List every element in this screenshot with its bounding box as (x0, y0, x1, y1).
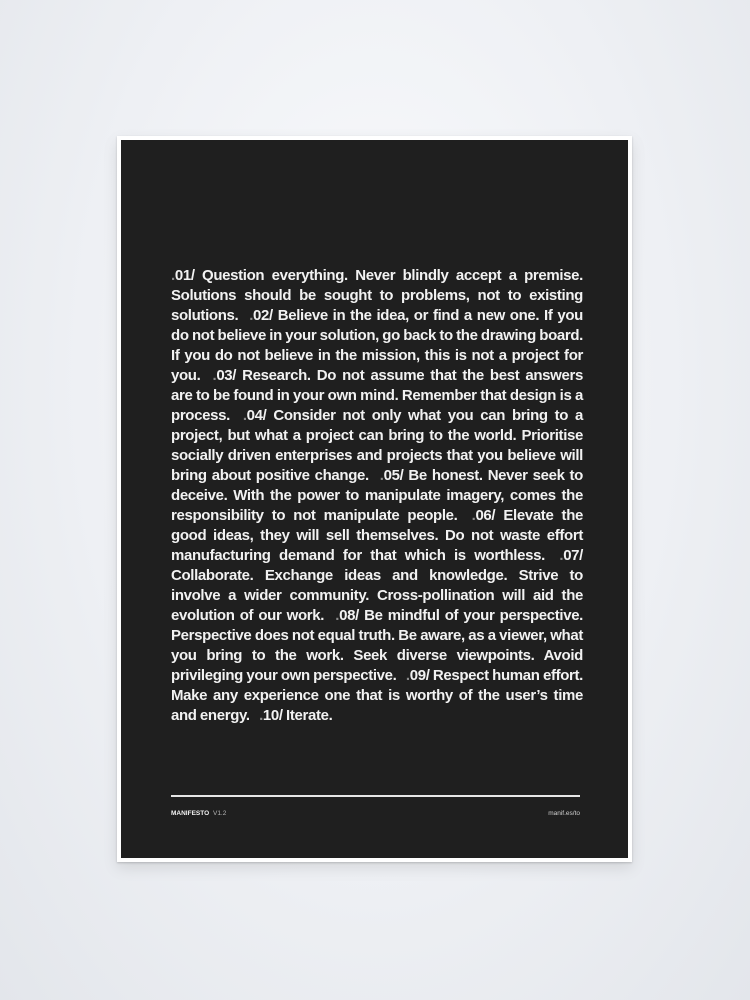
principle-text-01: Question everything. Never blindly accept a premise. Solutions should be sought to problems, not to existing solutions. (171, 267, 583, 324)
footer-brand (171, 810, 226, 818)
principle-text-09: Respect human effort. Make any experience one that is worthy of the user’s time and energy. (171, 667, 583, 724)
poster-frame (117, 136, 632, 862)
principle-number-03: .03/ (212, 367, 237, 384)
manifesto-text (171, 266, 583, 726)
version-label: V1.2 (212, 810, 227, 817)
principle-number-05: .05/ (379, 467, 404, 484)
brand-name: MANIFESTO (171, 810, 210, 817)
principle-number-10: .10/ (259, 707, 283, 724)
principle-number-07: .07/ (559, 547, 583, 564)
principle-text-10: Iterate. (286, 707, 333, 724)
principle-number-02: .02/ (249, 307, 273, 324)
principle-number-04: .04/ (242, 407, 267, 424)
footer-divider (171, 795, 580, 797)
poster-print (121, 140, 628, 858)
principle-text-02: Believe in the idea, or find a new one. If you do not believe in your solution, go back to the drawing board. If you do not believe in the mission, this is not a project for you. (171, 307, 583, 384)
principle-number-06: .06/ (471, 507, 496, 524)
principle-number-01: .01/ (171, 267, 195, 284)
principle-text-03: Research. Do not assume that the best answers are to be found in your own mind. Remember that design is a process. (171, 367, 583, 424)
principle-text-08: Be mindful of your perspective. Perspective does not equal truth. Be aware, as a viewer, what you bring to the work. Seek diverse viewpoints. Avoid privileging your own perspective. (171, 607, 583, 684)
principle-number-09: .09/ (405, 667, 430, 684)
principle-text-05: Be honest. Never seek to deceive. With the power to manipulate imagery, comes the responsibility to not manipulate people. (171, 467, 583, 524)
principle-text-07: Collaborate. Exchange ideas and knowledge. Strive to involve a wider community. Cross-pollination will aid the evolution of our work. (171, 567, 583, 624)
principle-text-06: Elevate the good ideas, they will sell themselves. Do not waste effort manufacturing demand for that which is worthless. (171, 507, 583, 564)
principle-text-04: Consider not only what you can bring to a project, but what a project can bring to the world. Prioritise socially driven enterprises and projects that you believe will bring about positive change. (171, 407, 583, 484)
principle-number-08: .08/ (335, 607, 359, 624)
footer-url: manif.es/to (548, 810, 580, 817)
